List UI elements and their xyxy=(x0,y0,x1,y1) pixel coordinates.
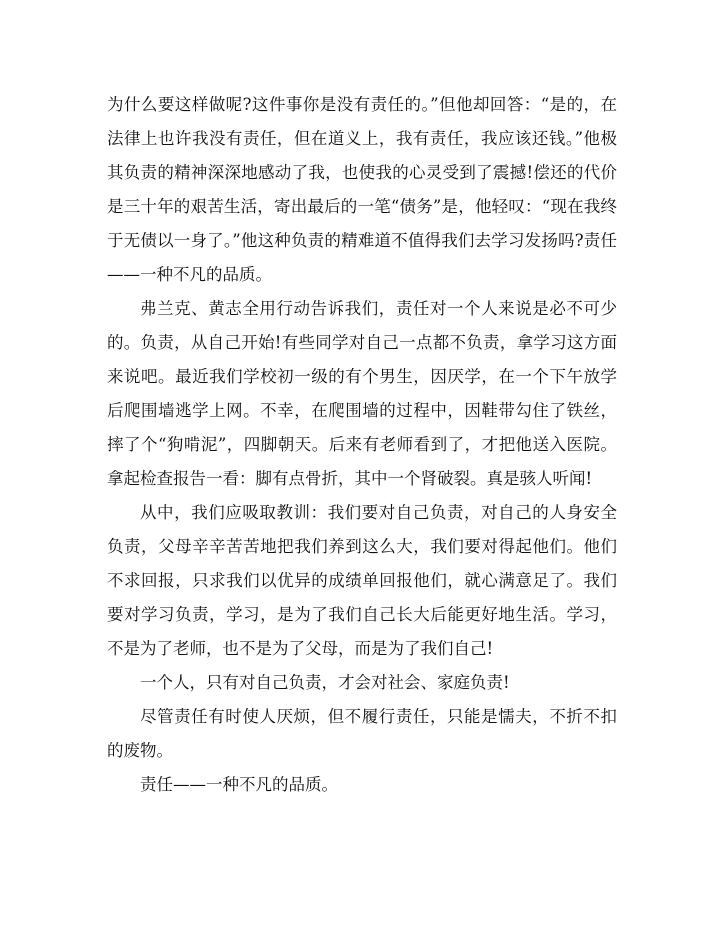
paragraph-1: 为什么要这样做呢?这件事你是没有责任的。”但他却回答：“是的，在法律上也许我没有责任，但在道义上，我有责任，我应该还钱。”他极其负责的精神深深地感动了我，也使我的心灵受到了震撼!偿还的代价是三十年的艰苦生活，寄出最后的一笔“债务”是，他轻叹：“现在我终于无债以一身了。”他这种负责的精难道不值得我们去学习发扬吗?责任——一种不凡的品质。 xyxy=(107,95,617,284)
paragraph-3: 从中，我们应吸取教训：我们要对自己负责，对自己的人身安全负责，父母辛辛苦苦地把我们养到这么大，我们要对得起他们。他们不求回报，只求我们以优异的成绩单回报他们，就心满意足了。我们要对学习负责，学习，是为了我们自己长大后能更好地生活。学习，不是为了老师，也不是为了父母，而是为了我们自己! xyxy=(107,503,617,658)
paragraph-5: 尽管责任有时使人厌烦，但不履行责任，只能是懦夫，不折不扣的废物。 xyxy=(107,707,617,760)
paragraph-6: 责任——一种不凡的品质。 xyxy=(140,775,338,794)
paragraph-4: 一个人，只有对自己负责，才会对社会、家庭负责! xyxy=(140,673,510,692)
paragraph-2: 弗兰克、黄志全用行动告诉我们，责任对一个人来说是必不可少的。负责，从自己开始!有些同学对自己一点都不负责，拿学习这方面来说吧。最近我们学校初一级的有个男生，因厌学，在一个下午放学后爬围墙逃学上网。不幸，在爬围墙的过程中，因鞋带勾住了铁丝，摔了个“狗啃泥”，四脚朝天。后来有老师看到了，才把他送入医院。拿起检查报告一看：脚有点骨折，其中一个肾破裂。真是骇人听闻! xyxy=(107,299,617,488)
essay-body xyxy=(107,88,617,802)
